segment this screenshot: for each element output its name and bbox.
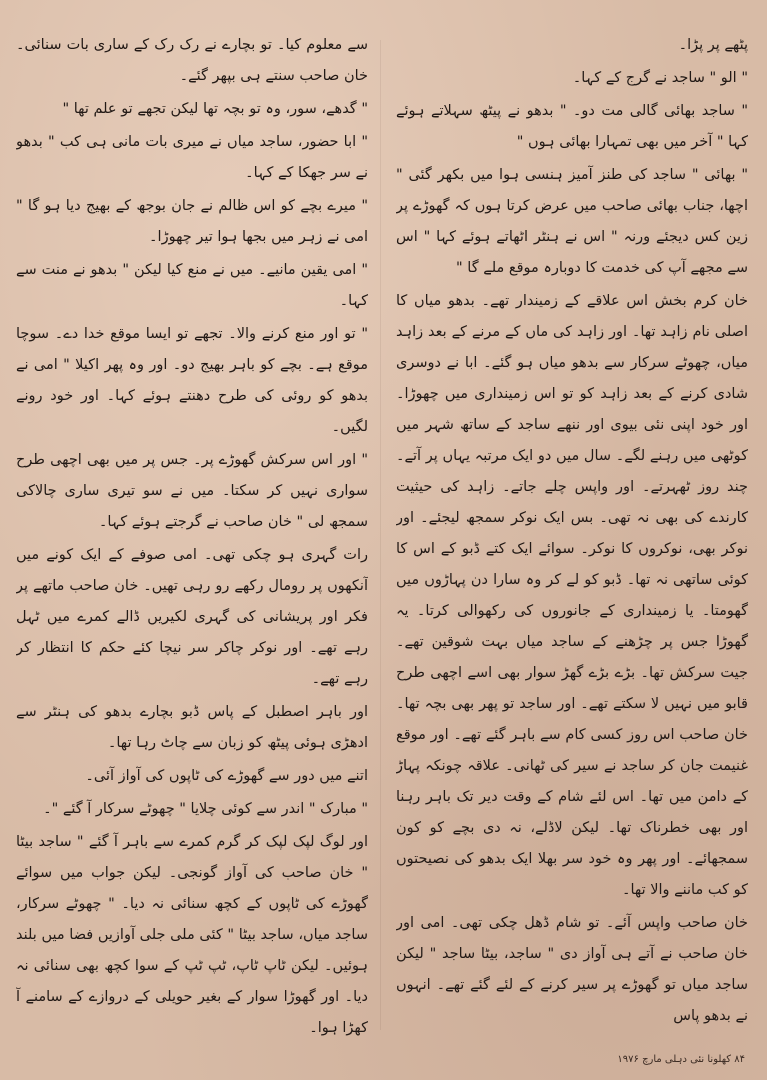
- paragraph: رات گہری ہو چکی تھی۔ امی صوفے کے ایک کونے میں آنکھوں پر رومال رکھے رو رہی تھیں۔ خان صاحب ماتھے پر فکر اور پریشانی کی گہری لکیریں ڈالے کمرے میں ٹہل رہے تھے۔ اور نوکر چاکر سر نیچا کئے حکم کا انتظار کر رہے تھے۔: [16, 547, 368, 687]
- paragraph: " مبارک " اندر سے کوئی چلایا " چھوٹے سرکار آ گئے "۔: [43, 801, 368, 817]
- paragraph: " بھائی " ساجد کی طنز آمیز ہنسی ہوا میں بکھر گئی " اچھا، جناب بھائی صاحب میں عرض کرتا ہوں کہ گھوڑے پر زین کس دیجئے ورنہ " اس نے ہنٹر اٹھاتے ہوئے کہا " اس سے مجھے آپ کی خدمت کا دوبارہ موقع ملے گا ": [396, 167, 748, 276]
- right-text-column: [396, 30, 748, 1040]
- paragraph: خان صاحب واپس آئے۔ تو شام ڈھل چکی تھی۔ امی اور خان صاحب نے آتے ہی آواز دی " ساجد، بیٹا ساجد " لیکن ساجد میاں تو گھوڑے پر سیر کرنے کے لئے گئے تھے۔ انہوں نے بدھو پاس: [396, 915, 748, 1024]
- paragraph: " ساجد بھائی گالی مت دو۔ " بدھو نے پیٹھ سہلاتے ہوئے کہا " آخر میں بھی تمہارا بھائی ہوں ": [396, 103, 748, 150]
- paragraph: " الو " ساجد نے گرج کے کہا۔: [572, 70, 748, 86]
- paragraph: " میرے بچے کو اس ظالم نے جان بوجھ کے بھیج دیا ہو گا " امی نے زہر میں بجھا ہوا تیر چھوڑا۔: [16, 198, 368, 245]
- paragraph: اور لوگ لپک لپک کر گرم کمرے سے باہر آ گئے " ساجد بیٹا " خان صاحب کی آواز گونجی۔ لیکن جواب میں سوائے گھوڑے کی ٹاپوں کے کچھ سنائی نہ دیا۔ " چھوٹے سرکار، ساجد میاں، ساجد بیٹا " کئی ملی جلی آوازیں فضا میں بلند ہوئیں۔ لیکن ٹاپ ٹاپ، ٹپ ٹپ کے سوا کچھ بھی سنائی نہ دیا۔ اور گھوڑا سوار کے بغیر حویلی کے دروازے کے سامنے آ کھڑا ہوا۔: [16, 834, 368, 1036]
- paragraph: پٹھے پر پڑا۔: [678, 37, 748, 53]
- paragraph: اتنے میں دور سے گھوڑے کی ٹاپوں کی آواز آئی۔: [85, 768, 368, 784]
- left-text-column: [16, 30, 368, 1040]
- paragraph: " امی یقین مانیے۔ میں نے منع کیا لیکن " بدھو نے منت سے کہا۔: [16, 262, 368, 309]
- paragraph: " ابا حضور، ساجد میاں نے میری بات مانی ہی کب " بدھو نے سر جھکا کے کہا۔: [16, 134, 368, 181]
- paragraph: " تو اور منع کرنے والا۔ تجھے تو ایسا موقع خدا دے۔ سوچا موقع ہے۔ بچے کو باہر بھیج دو۔ اور وہ پھر اکیلا " امی نے بدھو کو روئی کی طرح دھنتے ہوئے کہا۔ اور خود رونے لگیں۔: [16, 326, 368, 435]
- paragraph: " اور اس سرکش گھوڑے پر۔ جس پر میں بھی اچھی طرح سواری نہیں کر سکتا۔ میں نے سو تیری ساری چالاکی سمجھ لی " خان صاحب نے گرجتے ہوئے کہا۔: [16, 452, 368, 530]
- paragraph: خان کرم بخش اس علاقے کے زمیندار تھے۔ بدھو میاں کا اصلی نام زاہد تھا۔ اور زاہد کی ماں کے مرنے کے بعد زاہد میاں، چھوٹے سرکار سے بدھو میاں ہو گئے۔ ابا نے دوسری شادی کرنے کے بعد زاہد کو تو اس زمینداری میں چھوڑا۔ اور خود اپنی نئی بیوی اور ننھے ساجد کے ساتھ شہر میں کوٹھی میں رہنے لگے۔ سال میں دو ایک مرتبہ یہاں پر آتے۔ چند روز ٹھہرتے۔ اور واپس چلے جاتے۔ زاہد کی حیثیت کارندے کی بھی نہ تھی۔ بس ایک نوکر سمجھ لیجئے۔ اور نوکر بھی، نوکروں کا نوکر۔ سوائے ایک کتے ڈبو کے اس کا کوئی ساتھی نہ تھا۔ ڈبو کو لے کر وہ سارا دن پہاڑوں میں گھومتا۔ یا زمینداری کے جانوروں کی رکھوالی کرتا۔ یہ گھوڑا جس پر چڑھنے کے ساجد میاں بہت شوقین تھے۔ جیت سرکش تھا۔ بڑے بڑے گھڑ سوار بھی اسے اچھی طرح قابو میں نہیں لا سکتے تھے۔ اور ساجد تو پھر بھی بچہ تھا۔ خان صاحب اس روز کسی کام سے باہر گئے تھے۔ اور موقع غنیمت جان کر ساجد نے سیر کی ٹھانی۔ علاقہ چونکہ پہاڑ کے دامن میں تھا۔ اس لئے شام کے وقت دیر تک باہر رہنا اور بھی خطرناک تھا۔ لیکن لاڈلے، نہ دی بچے کو کون سمجھائے۔ اور پھر وہ خود سر بھلا ایک بدھو کی نصیحتوں کو کب ماننے والا تھا۔: [396, 293, 748, 898]
- paragraph: " گدھے، سور، وہ تو بچہ تھا لیکن تجھے تو علم تھا ": [62, 101, 368, 117]
- column-gutter: [380, 40, 381, 1030]
- page-footer: ۸۴ کھلونا نئی دہلی مارچ ۱۹۷۶: [617, 1054, 745, 1065]
- paragraph: اور باہر اصطبل کے پاس ڈبو بچارے بدھو کی ہنٹر سے ادھڑی ہوئی پیٹھ کو زبان سے چاٹ رہا تھا۔: [16, 704, 368, 751]
- paragraph: سے معلوم کیا۔ تو بچارے نے رک رک کے ساری بات سنائی۔ خان صاحب سنتے ہی بپھر گئے۔: [16, 37, 368, 84]
